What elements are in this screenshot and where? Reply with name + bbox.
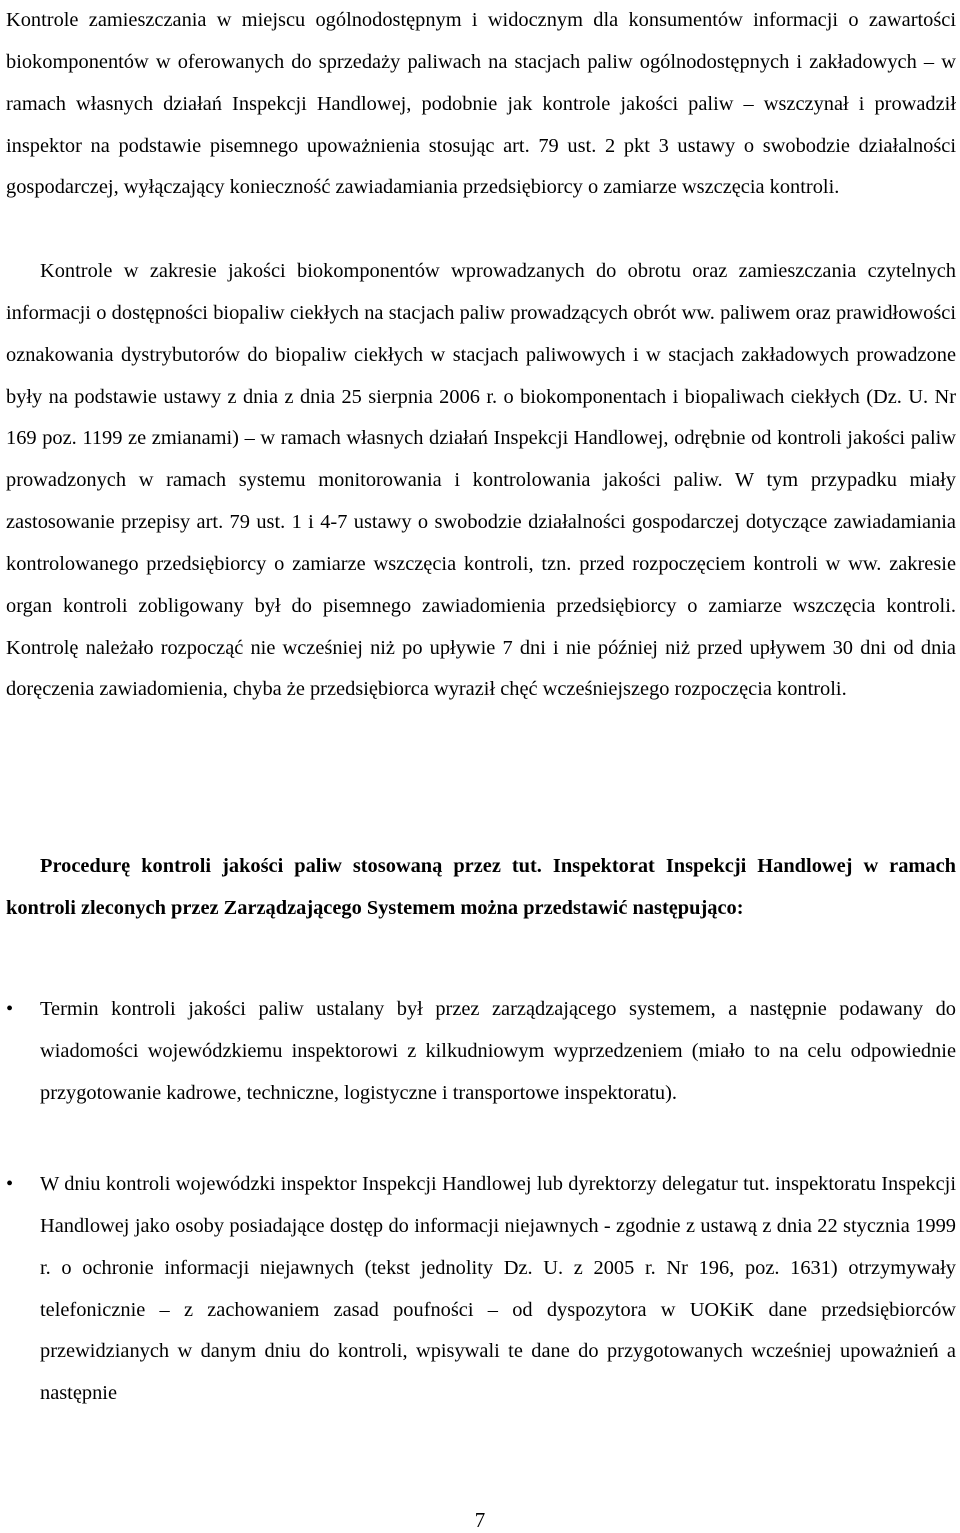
bullet-text-1: Termin kontroli jakości paliw ustalany był przez zarządzającego systemem, a następnie podawany do wiadomości wojewódzkiemu inspektorowi z kilkudniowym wyprzedzeniem (miało to na celu odpowiednie przygotowanie kadrowe, techniczne, logistyczne i transportowe inspektoratu). [40, 998, 956, 1104]
paragraph-2: Kontrole w zakresie jakości biokomponentów wprowadzanych do obrotu oraz zamieszczania czytelnych informacji o dostępności biopaliw ciekłych na stacjach paliw prowadzących obrót ww. paliwem oraz prawidłowości oznakowania dystrybutorów do biopaliw ciekłych w stacjach paliwowych i w stacjach zakładowych prowadzone były na podstawie ustawy z dnia z dnia 25 sierpnia 2006 r. o biokomponentach i biopaliwach ciekłych (Dz. U. Nr 169 poz. 1199 ze zmianami) – w ramach własnych działań Inspekcji Handlowej, odrębnie od kontroli jakości paliw prowadzonych w ramach systemu monitorowania i kontrolowania jakości paliw. W tym przypadku miały zastosowanie przepisy art. 79 ust. 1 i 4-7 ustawy o swobodzie działalności gospodarczej dotyczące zawiadamiania kontrolowanego przedsiębiorcy o zamiarze wszczęcia kontroli, tzn. przed rozpoczęciem kontroli w ww. zakresie organ kontroli zobligowany był do pisemnego zawiadomienia przedsiębiorcy o zamiarze wszczęcia kontroli. Kontrolę należało rozpocząć nie wcześniej niż po upływie 7 dni i nie później niż przed upływem 30 dni od dnia doręczenia zawiadomienia, chyba że przedsiębiorca wyraził chęć wcześniejszego rozpoczęcia kontroli. [6, 260, 956, 701]
bullet-icon: • [6, 1173, 14, 1195]
bullet-icon: • [6, 998, 14, 1020]
bullet-text-2: W dniu kontroli wojewódzki inspektor Inspekcji Handlowej lub dyrektorzy delegatur tut. inspektoratu Inspekcji Handlowej jako osoby posiadające dostęp do informacji niejawnych - zgodnie z ustawą z dnia 22 stycznia 1999 r. o ochronie informacji niejawnych (tekst jednolity Dz. U. z 2005 r. Nr 196, poz. 1631) otrzymywały telefonicznie – z zachowaniem zasad poufności – od dyspozytora w UOKiK dane przedsiębiorców przewidzianych w danym dniu do kontroli, wpisywali te dane do przygotowanych wcześniej upoważnień a następnie [40, 1173, 956, 1405]
page-number: 7 [474, 1508, 486, 1532]
section-heading: Procedurę kontroli jakości paliw stosowaną przez tut. Inspektorat Inspekcji Handlowej w ramach kontroli zleconych przez Zarządzającego Systemem można przedstawić następująco: [6, 855, 956, 919]
paragraph-1: Kontrole zamieszczania w miejscu ogólnodostępnym i widocznym dla konsumentów informacji o zawartości biokomponentów w oferowanych do sprzedaży paliwach na stacjach paliw ogólnodostępnych i zakładowych – w ramach własnych działań Inspekcji Handlowej, podobnie jak kontrole jakości paliw – wszczynał i prowadził inspektor na podstawie pisemnego upoważnienia stosując art. 79 ust. 2 pkt 3 ustawy o swobodzie działalności gospodarczej, wyłączający konieczność zawiadamiania przedsiębiorcy o zamiarze wszczęcia kontroli. [6, 9, 956, 199]
